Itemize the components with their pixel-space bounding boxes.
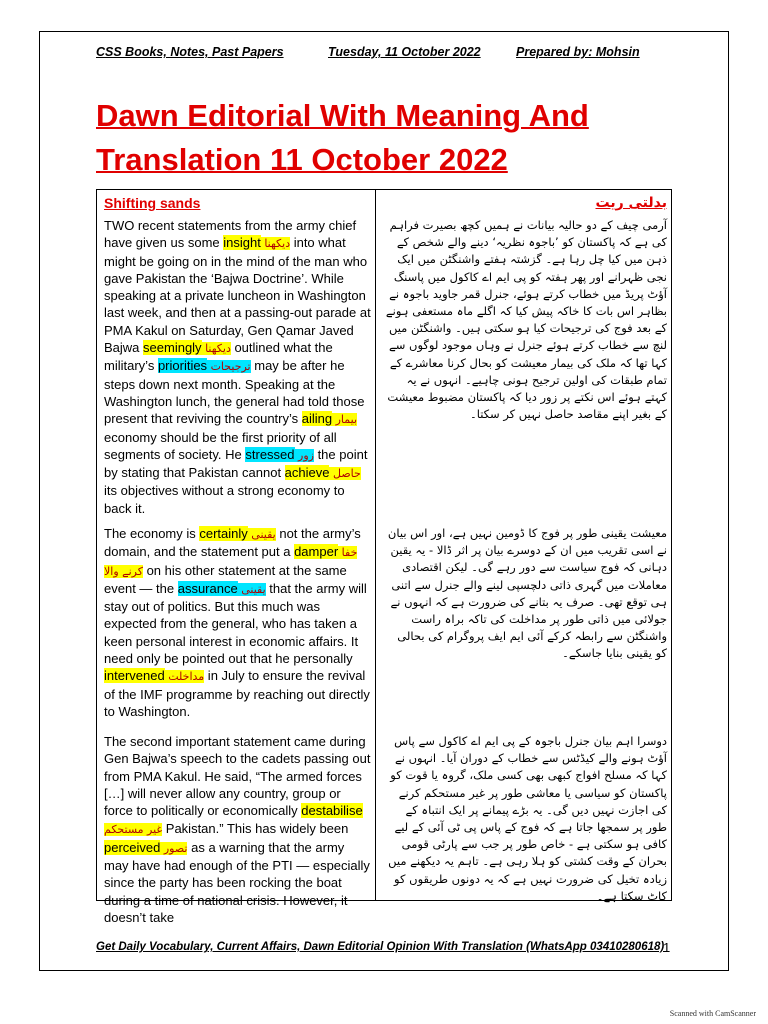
scanner-note: Scanned with CamScanner [669, 1009, 756, 1018]
urdu-gloss: یقینی [237, 582, 266, 596]
english-column [104, 195, 372, 925]
urdu-paragraph-3: دوسرا اہم بیان جنرل باجوہ کے پی ایم اے کاکول سے پاس آؤٹ ہونے والے کیڈٹس سے خطاب کے دوران آیا۔ انہوں نے کہا کہ مسلح افواج کبھی بھی کسی ملک، گروہ یا قوت کو پاکستان کو سیاسی یا معاشی طور پر غیر مستحکم کرنے کی اجازت نہیں دیں گی۔ یہ بڑے پیمانے پر ایک انتباہ کے طور پر سمجھا جاتا ہے کہ فوج کے پاس پی ٹی آئی کے لیے کافی ہو سکتی ہے - خاص طور پر جب سے پارٹی قومی بحران کے وقت کشتی کو ہلا رہی ہے۔ تاہم یہ دیکھنے میں زیادہ تخیل کی ضرورت نہیں ہے کہ یہ دونوں طریقوں کو کاٹ سکتا ہے۔ [388, 734, 667, 903]
english-section-title: Shifting sands [104, 195, 201, 211]
text-run: as a warning that the army may have had enough of the PTI — especially since the party has been rocking the boat during a time of national crisis. However, it doesn’t take [104, 839, 370, 925]
vocab-word: assurance [177, 580, 238, 596]
text-run: that the army will stay out of politics. But this much was expected from the general, who has taken a keen personal interest in economic affairs. It need only be pointed out that he personally [104, 580, 367, 667]
urdu-column [383, 195, 667, 903]
document-title: Dawn Editorial With Meaning And Translation 11 October 2022 [96, 98, 589, 177]
vocab-word: seemingly [143, 340, 202, 356]
header-author: Prepared by: Mohsin [516, 45, 640, 59]
urdu-gloss: دیکھنا [260, 237, 291, 251]
urdu-gloss: زور [294, 448, 314, 462]
vocab-word: perceived [104, 839, 161, 855]
page-header [96, 45, 686, 63]
urdu-gloss: خفا کرنے والا [104, 546, 358, 578]
vocab-word: insight [223, 235, 261, 251]
vocab-word: destabilise [301, 803, 363, 819]
text-run: in July to ensure the revival of the IMF programme by reaching out directly to Washington. [104, 668, 370, 719]
text-run: economy should be the first priority of all segments of society. He [104, 429, 337, 462]
footer-promo: Get Daily Vocabulary, Current Affairs, Dawn Editorial Opinion With Translation (WhatsApp 03410280618) [96, 941, 665, 953]
urdu-gloss: ترجیحات [207, 360, 251, 374]
text-run: TWO recent statements from the army chief have given us some [104, 218, 357, 251]
text-run: Pakistan.” This has widely been [162, 821, 349, 837]
urdu-paragraph-1: آرمی چیف کے دو حالیہ بیانات نے ہمیں کچھ بصیرت فراہم کی ہے کہ پاکستان کو ’باجوہ نظریہ‘ دینے والے شخص کے ذہن میں کیا چل رہا ہے۔ گزشتہ ہفتے واشنگٹن میں ایک نجی ظہرانے اور پھر ہفتہ کو پی ایم اے کاکول میں پاسنگ آؤٹ پریڈ میں خطاب کرتے ہوئے، جنرل قمر جاوید باجوہ نے بظاہر اس بات کا خاکہ پیش کیا کہ اگلے ماہ مستعفی ہونے کے بعد فوج کی ترجیحات کیا ہو سکتی ہیں۔ واشنگٹن میں لنچ سے خطاب کرتے ہوئے جنرل نے وہاں موجود لوگوں سے کہا تھا کہ ملک کی بیمار معیشت کو بحال کرنا معاشرے کے تمام طبقات کی اولین ترجیح ہونی چاہیے۔ انہوں نے یہ کہتے ہوئے اس نکتے پر زور دیا کہ پاکستان مضبوط معیشت کے بغیر اپنے مقاصد حاصل نہیں کر سکتا۔ [385, 218, 667, 422]
header-left: CSS Books, Notes, Past Papers [96, 45, 284, 59]
urdu-gloss: بیمار [332, 413, 358, 427]
column-divider [375, 190, 376, 900]
urdu-gloss: تصور [160, 841, 188, 855]
urdu-gloss: دیکھنا [201, 342, 231, 356]
text-run: The second important statement came during Gen Bajwa’s speech to the cadets passing out from PMA Kakul. He said, “The armed forces […] will never allow any country, group or force to politically or economically [104, 734, 371, 819]
urdu-section-title: بدلتی ریت [595, 195, 667, 211]
editorial-table [96, 189, 672, 925]
text-run: the point by stating that Pakistan cannot [104, 446, 368, 481]
vocab-word: achieve [284, 465, 330, 481]
urdu-gloss: غیر مستحکم [104, 823, 163, 837]
vocab-word: priorities [157, 358, 208, 374]
text-run: may be after he steps down next month. Speaking at the Washington lunch, the general had told those present that reviving the country’s [104, 358, 365, 427]
english-paragraph-1 [104, 217, 372, 517]
vocab-word: intervened [104, 668, 165, 684]
vocab-word: damper [294, 544, 339, 560]
urdu-paragraph-2: معیشت یقینی طور پر فوج کا ڈومین نہیں ہے، اور اس بیان نے اسی تقریب میں ان کے دوسرے بیان پر اثر ڈالا - یہ یقین دہانی کہ فوج سیاست سے دور رہے گی۔ لیکن اقتصادی معاملات میں گہری ذاتی دلچسپی لینے والے جنرل سے اتنی ہی توقع تھی۔ صرف یہ بتانے کی ضرورت ہے کہ انہوں نے جولائی میں ذاتی طور پر مداخلت کی تاکہ براہ راست واشنگٹن سے رابطہ کرکے آئی ایم ایف پروگرام کی بحالی کو یقینی بنایا جاسکے۔ [387, 526, 667, 661]
text-run: its objectives without a strong economy to back it. [104, 483, 345, 516]
text-run: not the army’s domain, and the statement put a [104, 526, 361, 560]
urdu-gloss: مداخلت [164, 670, 205, 684]
text-run: outlined what the military’s [104, 340, 333, 374]
english-paragraph-2 [104, 525, 372, 720]
page-number: 1 [663, 940, 671, 955]
english-paragraph-3 [104, 733, 372, 926]
vocab-word: certainly [199, 526, 248, 541]
text-run: into what might be going on in the mind of the man who gave Pakistan the ‘Bajwa Doctrine’. While speaking at a private luncheon in Washington last week, and then at a passing-out parade at PMA Kakul on Saturday, Gen Qamar Javed Bajwa [104, 235, 371, 356]
text-run: on his other statement at the same event — the [104, 562, 347, 596]
header-date: Tuesday, 11 October 2022 [328, 45, 481, 59]
urdu-gloss: یقینی [247, 528, 276, 541]
vocab-word: stressed [245, 446, 295, 462]
text-run: The economy is [104, 526, 200, 541]
vocab-word: ailing [301, 411, 333, 427]
urdu-gloss: حاصل [329, 467, 361, 481]
